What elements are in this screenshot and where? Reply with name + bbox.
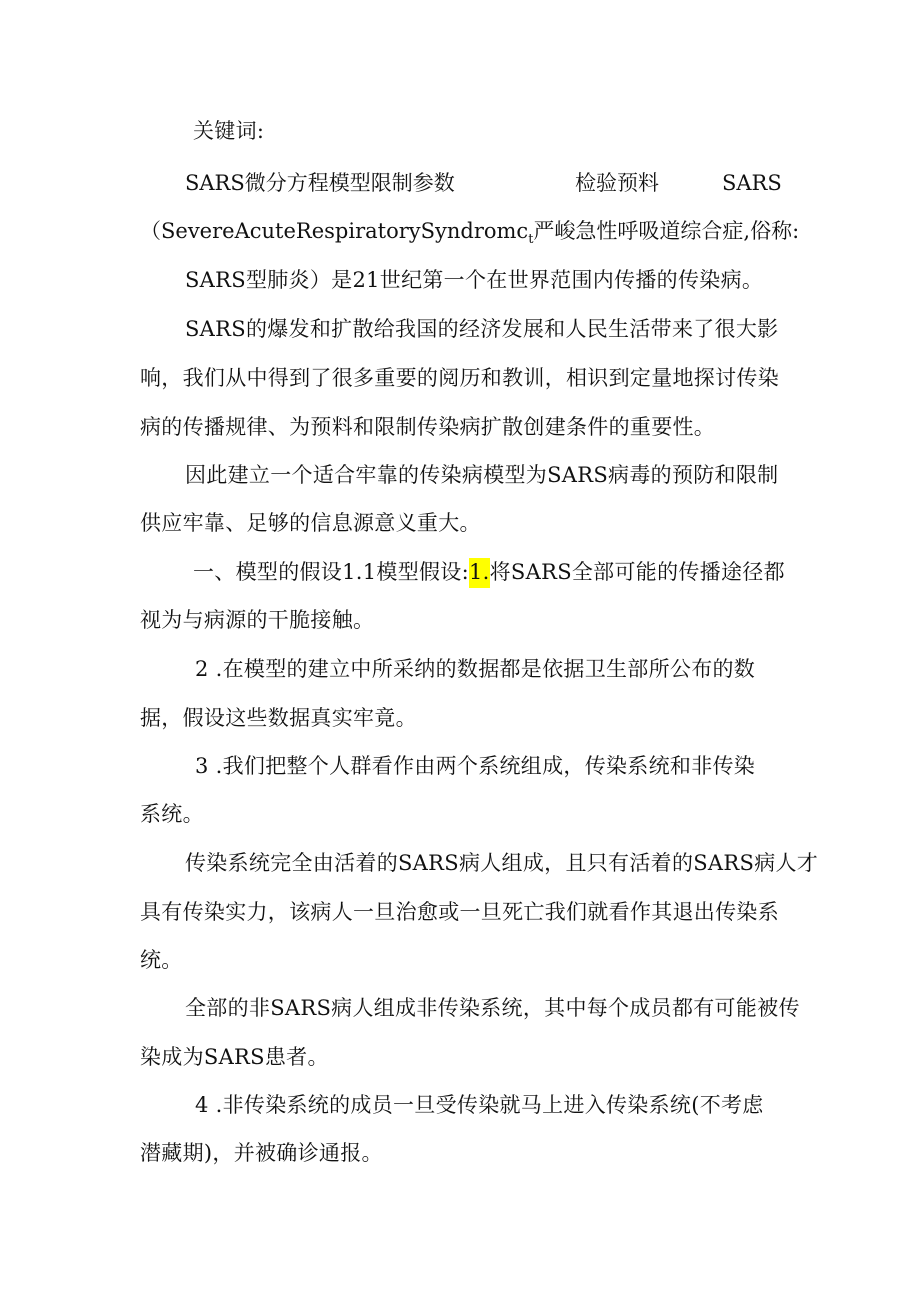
subscript-t: t [528, 232, 534, 248]
paragraph-line: 4 .非传染系统的成员一旦受传染就马上进入传染系统(不考虑 [195, 1093, 764, 1117]
paragraph-line: SARS型肺炎）是21世纪第一个在世界范围内传播的传染病。 [185, 268, 764, 292]
english-term: （SevereAcuteRespiratorySyndromc [140, 219, 529, 243]
paragraph-line: 传染系统完全由活着的SARS病人组成，且只有活着的SARS病人才 [185, 851, 819, 875]
paragraph-line: 统。 [140, 948, 183, 972]
paragraph-line: 供应牢靠、足够的信息源意义重大。 [140, 511, 481, 535]
keywords-label: 关键词: [193, 119, 265, 143]
paragraph-line: 据，假设这些数据真实牢竟。 [140, 706, 417, 730]
paragraph-line [193, 557, 785, 588]
paragraph-line: 病的传播规律、为预料和限制传染病扩散创建条件的重要性。 [140, 415, 716, 439]
keyword-3: SARS [722, 171, 782, 195]
paragraph-line: 响，我们从中得到了很多重要的阅历和教训，相识到定量地探讨传染 [140, 366, 779, 390]
term-translation: 严峻急性呼吸道综合症,俗称: [533, 219, 800, 243]
highlighted-text: 1. [469, 558, 490, 588]
keyword-1: SARS微分方程模型限制参数 [185, 171, 455, 195]
paragraph-line: 2 .在模型的建立中所采纳的数据都是依据卫生部所公布的数 [195, 657, 756, 681]
paragraph-line: SARS的爆发和扩散给我国的经济发展和人民生活带来了很大影 [185, 317, 779, 341]
paragraph-line [140, 216, 799, 255]
section-heading: 一、模型的假设1.1模型假设: [193, 560, 469, 584]
paragraph-line: 因此建立一个适合牢靠的传染病模型为SARS病毒的预防和限制 [185, 463, 779, 487]
paragraph-line: 3 .我们把整个人群看作由两个系统组成，传染系统和非传染 [195, 754, 756, 778]
keyword-2: 检验预料 [575, 171, 659, 195]
assumption-text: 将SARS全部可能的传播途径都 [489, 560, 785, 584]
paragraph-line: 染成为SARS患者。 [140, 1045, 329, 1069]
paragraph-line: 视为与病源的干脆接触。 [140, 608, 375, 632]
paragraph-line: 潜藏期)，并被确诊通报。 [140, 1141, 383, 1165]
paragraph-line: 具有传染实力，该病人一旦治愈或一旦死亡我们就看作其退出传染系 [140, 900, 779, 924]
paragraph-line: 全部的非SARS病人组成非传染系统，其中每个成员都有可能被传 [185, 996, 800, 1020]
paragraph-line: 系统。 [140, 802, 204, 826]
